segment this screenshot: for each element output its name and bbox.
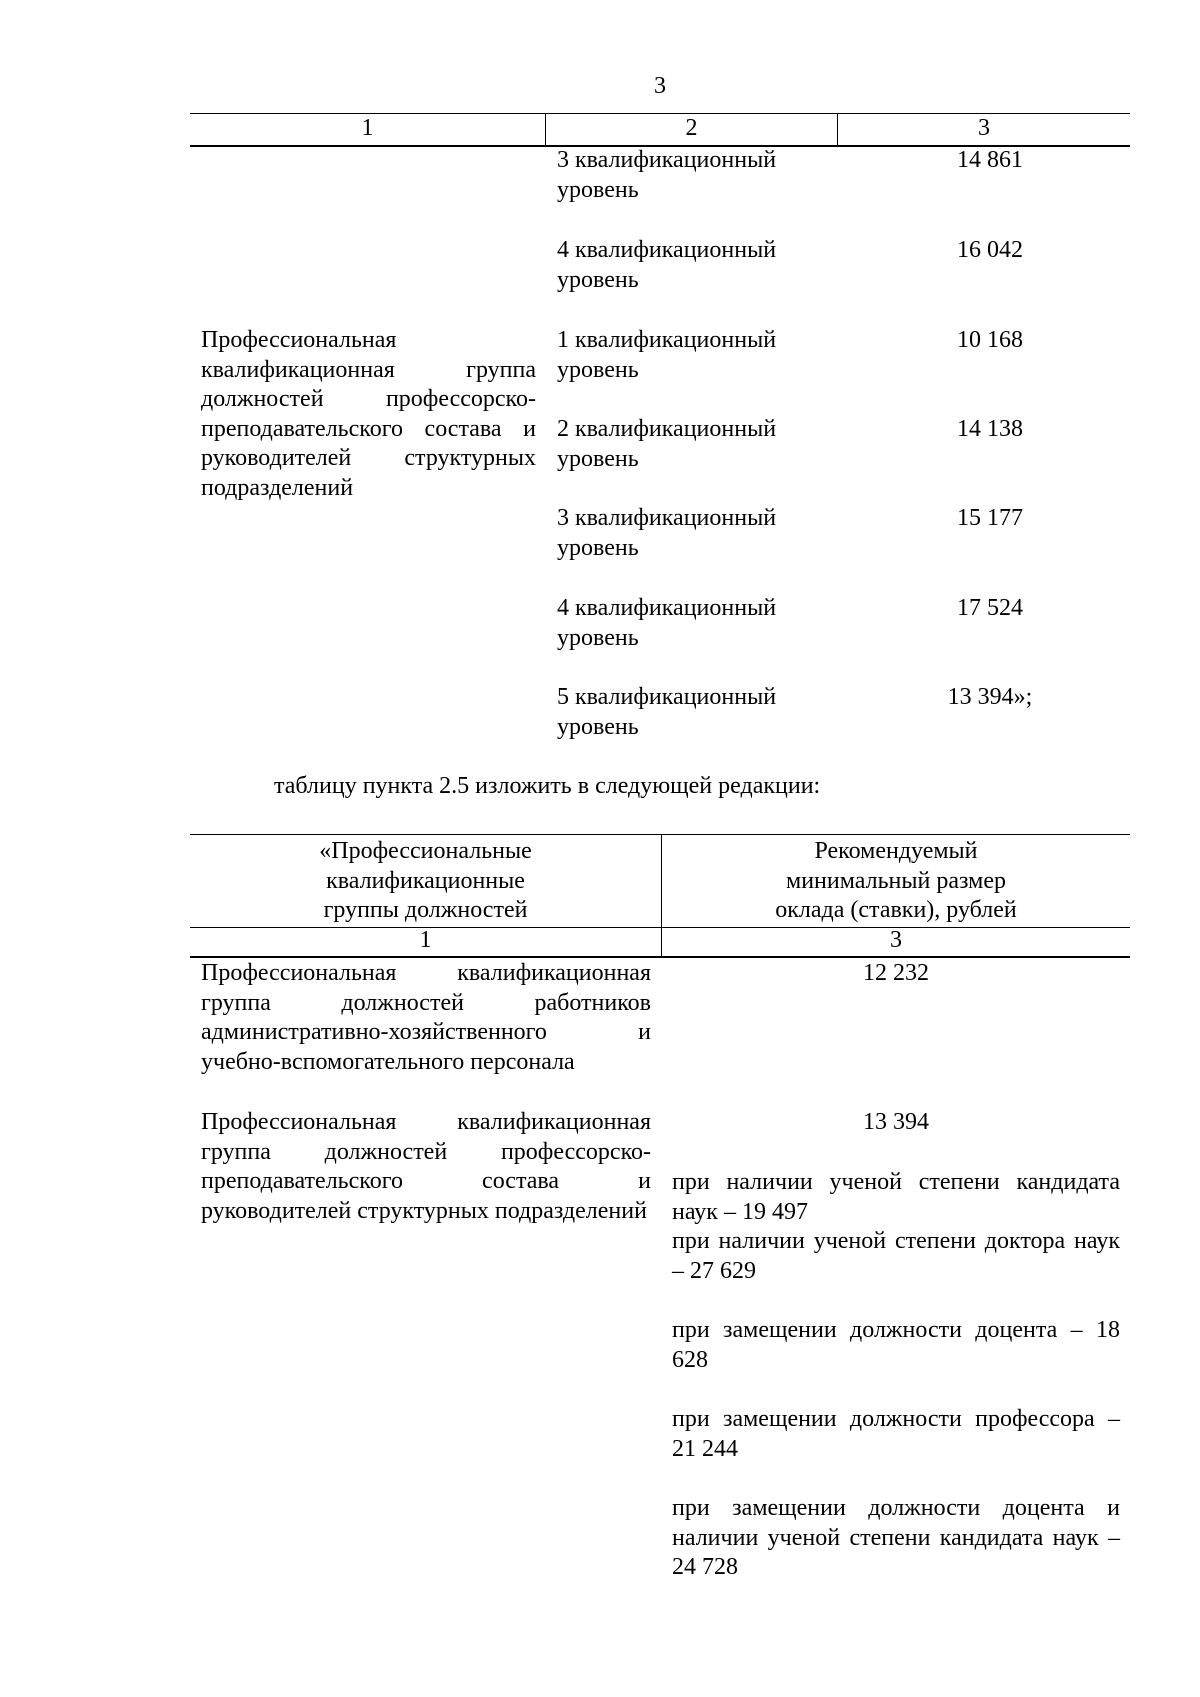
- table1-level: 3 квалификационный уровень: [557, 505, 777, 561]
- table1-value: 14 138: [957, 416, 1023, 442]
- table2-header-col2: [662, 835, 1130, 927]
- table1-value: 13 394»;: [947, 684, 1033, 710]
- table1-value: 17 524: [957, 595, 1023, 621]
- table1-value: 10 168: [957, 327, 1023, 353]
- table2-header-col2-text: Рекомендуемый минимальный размер оклада (ставки), рублей: [775, 838, 1017, 924]
- table1-value: 15 177: [957, 505, 1023, 531]
- table1-header-row: [190, 113, 1130, 147]
- table1-header-col2: 2: [546, 114, 838, 145]
- table2-group-name: Профессиональная квалификационная группа должностей профессорско-преподавательского состава и руководителей структурных подразделений: [201, 1109, 651, 1224]
- table2-condition: при наличии ученой степени кандидата наук – 19 497: [672, 1169, 1120, 1225]
- table2-value: 12 232: [863, 960, 929, 986]
- table1-header-col3: 3: [978, 115, 990, 141]
- table1-value: 14 861: [957, 147, 1023, 173]
- table1-header-col1: 1: [190, 114, 546, 145]
- table2-group-name: Профессиональная квалификационная группа должностей работников административно-хозяйственного и учебно-вспомогательного персонала: [201, 960, 651, 1075]
- table1-level: 5 квалификационный уровень: [557, 684, 777, 740]
- table1-group-name: Профессиональная квалификационная группа должностей профессорско-преподавательского состава и руководителей структурных подразделений: [201, 327, 536, 501]
- table1-level: 3 квалификационный уровень: [557, 147, 777, 203]
- table2-header-col1: [190, 835, 662, 927]
- table1-level: 4 квалификационный уровень: [557, 595, 777, 651]
- table2-number-col1: 1: [190, 926, 662, 956]
- table2-number-row: [190, 926, 1130, 958]
- table2-condition: при замещении должности доцента и наличии ученой степени кандидата наук – 24 728: [672, 1495, 1120, 1581]
- intro-text: таблицу пункта 2.5 изложить в следующей редакции:: [274, 773, 821, 799]
- table1-value: 16 042: [957, 237, 1023, 263]
- page-number: 3: [654, 73, 666, 99]
- table2-value: 13 394: [863, 1109, 929, 1135]
- table1-level: 1 квалификационный уровень: [557, 327, 777, 383]
- table2-header-row: [190, 834, 1130, 928]
- table1-level: 2 квалификационный уровень: [557, 416, 777, 472]
- table2-condition: при замещении должности доцента – 18 628: [672, 1317, 1120, 1373]
- table2-header-col1-text: «Профессиональные квалификационные группы должностей: [319, 838, 532, 924]
- table1-level: 4 квалификационный уровень: [557, 237, 777, 293]
- table2-condition: при наличии ученой степени доктора наук – 27 629: [672, 1228, 1120, 1284]
- table2-condition: при замещении должности профессора – 21 244: [672, 1406, 1120, 1462]
- table2-number-col2: 3: [890, 927, 902, 953]
